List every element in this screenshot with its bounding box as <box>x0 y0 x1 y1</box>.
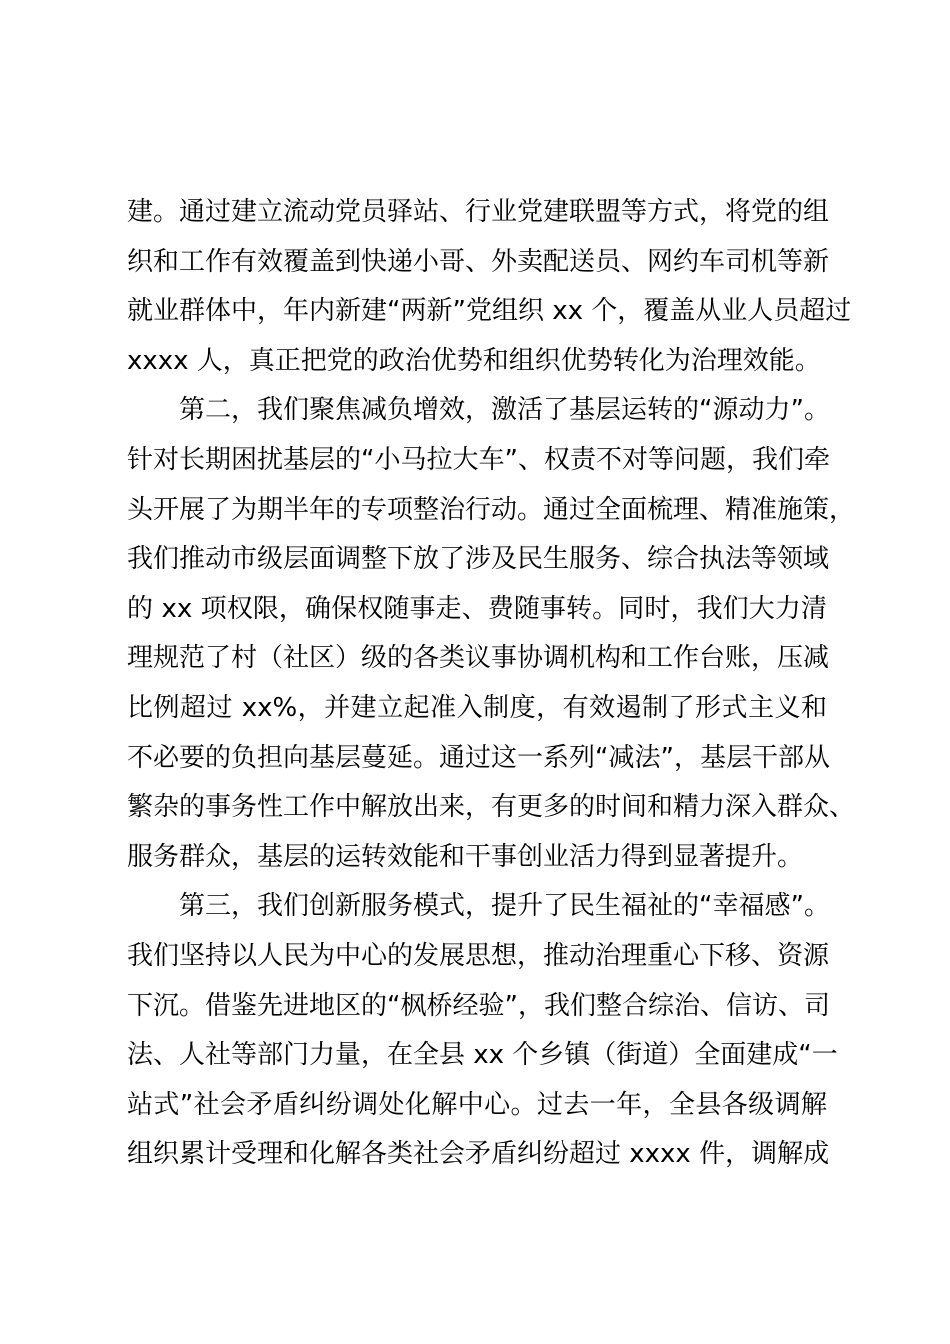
paragraph-3 <box>127 882 838 1180</box>
text-line: 下沉。借鉴先进地区的“枫桥经验”，我们整合综治、信访、司 <box>127 990 830 1021</box>
text-line: 头开展了为期半年的专项整治行动。通过全面梳理、精准施策， <box>127 494 856 525</box>
text-line: 理规范了村（社区）级的各类议事协调机构和工作台账，压减 <box>127 643 830 674</box>
text-line: 不必要的负担向基层蔓延。通过这一系列“减法”，基层干部从 <box>127 742 830 773</box>
text-line: 服务群众，基层的运转效能和干事创业活力得到显著提升。 <box>127 841 804 872</box>
text-line: 第二，我们聚焦减负增效，激活了基层运转的“源动力”。 <box>179 395 830 426</box>
text-line: 我们推动市级层面调整下放了涉及民生服务、综合执法等领域 <box>127 544 830 575</box>
document-body <box>127 188 856 1180</box>
text-line: 第三，我们创新服务模式，提升了民生福祉的“幸福感”。 <box>179 891 830 922</box>
text-line: 就业群体中，年内新建“两新”党组织 xx 个，覆盖从业人员超过 <box>127 296 852 327</box>
paragraph-2 <box>127 386 856 882</box>
text-line: 我们坚持以人民为中心的发展思想，推动治理重心下移、资源 <box>127 940 830 971</box>
paragraph-1 <box>127 188 852 386</box>
text-line: 站式”社会矛盾纠纷调处化解中心。过去一年，全县各级调解 <box>127 1089 827 1120</box>
text-line: 组织累计受理和化解各类社会矛盾纠纷超过 xxxx 件，调解成 <box>127 1139 830 1170</box>
text-line: 法、人社等部门力量，在全县 xx 个乡镇（街道）全面建成“一 <box>127 1040 838 1071</box>
text-line: 针对长期困扰基层的“小马拉大车”、权责不对等问题，我们牵 <box>127 444 830 475</box>
text-line: 建。通过建立流动党员驿站、行业党建联盟等方式，将党的组 <box>127 197 830 227</box>
text-line: 比例超过 xx%，并建立起准入制度，有效遏制了形式主义和 <box>127 692 827 723</box>
text-line: 的 xx 项权限，确保权随事走、费随事转。同时，我们大力清 <box>127 593 827 624</box>
text-line: xxxx 人，真正把党的政治优势和组织优势转化为治理效能。 <box>127 345 821 376</box>
text-line: 繁杂的事务性工作中解放出来，有更多的时间和精力深入群众、 <box>127 792 856 823</box>
text-line: 织和工作有效覆盖到快递小哥、外卖配送员、网约车司机等新 <box>127 246 830 277</box>
